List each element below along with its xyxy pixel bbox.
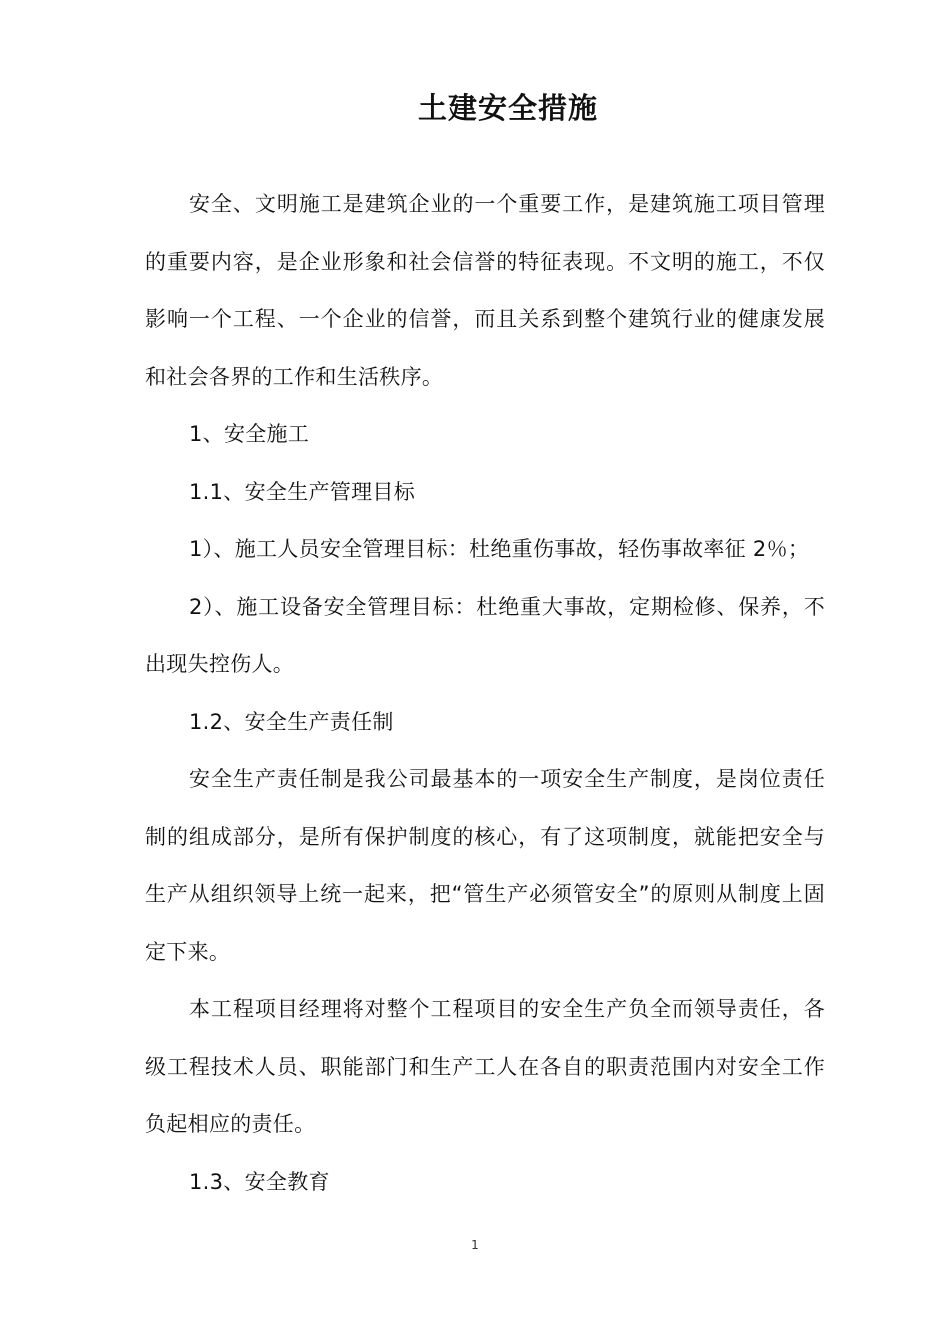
document-title: 土建安全措施: [417, 91, 598, 125]
section-heading-safe-construction: 1、安全施工: [189, 422, 310, 446]
goal-item-personnel: 1）、施工人员安全管理目标：杜绝重伤事故，轻伤事故率征 2％；: [189, 537, 810, 561]
intro-paragraph: 安全、文明施工是建筑企业的一个重要工作，是建筑施工项目管理的重要内容，是企业形象和社会信誉的特征表现。不文明的施工，不仅影响一个工程、一个企业的信誉，而且关系到整个建筑行业的健康发展和社会各界的工作和生活秩序。: [145, 192, 825, 389]
subsection-heading-education: 1.3、安全教育: [189, 1169, 330, 1194]
subsection-heading-management-goals: 1.1、安全生产管理目标: [189, 479, 415, 504]
project-manager-paragraph: 本工程项目经理将对整个工程项目的安全生产负全而领导责任，各级工程技术人员、职能部门和生产工人在各自的职责范围内对安全工作负起相应的责任。: [145, 997, 825, 1136]
responsibility-paragraph: 安全生产责任制是我公司最基本的一项安全生产制度，是岗位责任制的组成部分，是所有保护制度的核心，有了这项制度，就能把安全与生产从组织领导上统一起来，把“管生产必须管安全”的原则从制度上固定下来。: [145, 767, 825, 964]
subsection-heading-responsibility: 1.2、安全生产责任制: [189, 709, 394, 734]
page-number: 1: [471, 1238, 479, 1252]
goal-item-equipment: 2）、施工设备安全管理目标：杜绝重大事故，定期检修、保养，不出现失控伤人。: [145, 594, 825, 676]
document-body: [145, 176, 825, 1211]
